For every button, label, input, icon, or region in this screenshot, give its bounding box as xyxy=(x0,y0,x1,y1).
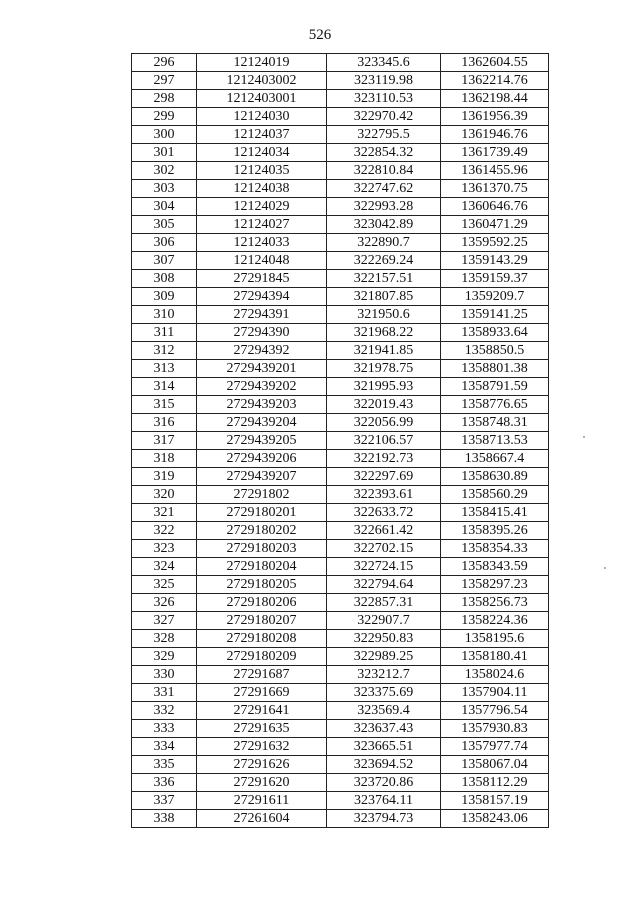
point-id-cell: 12124035 xyxy=(197,162,327,180)
table-row xyxy=(132,198,549,216)
y-coordinate-cell: 1362604.55 xyxy=(441,54,549,72)
y-coordinate-cell: 1358112.29 xyxy=(441,774,549,792)
point-id-cell: 27291845 xyxy=(197,270,327,288)
point-number-cell: 317 xyxy=(132,432,197,450)
point-id-cell: 2729439202 xyxy=(197,378,327,396)
page-number: 526 xyxy=(308,27,332,43)
table-row xyxy=(132,108,549,126)
point-number-cell: 300 xyxy=(132,126,197,144)
y-coordinate-cell: 1361370.75 xyxy=(441,180,549,198)
x-coordinate-cell: 323042.89 xyxy=(327,216,441,234)
table-row xyxy=(132,504,549,522)
table-row xyxy=(132,162,549,180)
point-id-cell: 12124029 xyxy=(197,198,327,216)
point-number-cell: 321 xyxy=(132,504,197,522)
x-coordinate-cell: 322633.72 xyxy=(327,504,441,522)
table-row xyxy=(132,360,549,378)
y-coordinate-cell: 1358395.26 xyxy=(441,522,549,540)
x-coordinate-cell: 323794.73 xyxy=(327,810,441,828)
x-coordinate-cell: 323119.98 xyxy=(327,72,441,90)
table-row xyxy=(132,522,549,540)
point-number-cell: 326 xyxy=(132,594,197,612)
point-number-cell: 334 xyxy=(132,738,197,756)
point-id-cell: 27261604 xyxy=(197,810,327,828)
point-number-cell: 310 xyxy=(132,306,197,324)
point-id-cell: 2729439204 xyxy=(197,414,327,432)
point-number-cell: 298 xyxy=(132,90,197,108)
table-row xyxy=(132,468,549,486)
point-id-cell: 27294391 xyxy=(197,306,327,324)
x-coordinate-cell: 323637.43 xyxy=(327,720,441,738)
point-number-cell: 331 xyxy=(132,684,197,702)
table-row xyxy=(132,54,549,72)
y-coordinate-cell: 1360471.29 xyxy=(441,216,549,234)
y-coordinate-cell: 1361455.96 xyxy=(441,162,549,180)
y-coordinate-cell: 1362214.76 xyxy=(441,72,549,90)
y-coordinate-cell: 1358024.6 xyxy=(441,666,549,684)
point-number-cell: 307 xyxy=(132,252,197,270)
x-coordinate-cell: 322192.73 xyxy=(327,450,441,468)
point-number-cell: 316 xyxy=(132,414,197,432)
table-row xyxy=(132,324,549,342)
point-number-cell: 319 xyxy=(132,468,197,486)
point-number-cell: 323 xyxy=(132,540,197,558)
x-coordinate-cell: 321941.85 xyxy=(327,342,441,360)
y-coordinate-cell: 1361956.39 xyxy=(441,108,549,126)
y-coordinate-cell: 1358243.06 xyxy=(441,810,549,828)
point-number-cell: 325 xyxy=(132,576,197,594)
point-id-cell: 2729180208 xyxy=(197,630,327,648)
scan-speck xyxy=(583,436,585,438)
x-coordinate-cell: 321807.85 xyxy=(327,288,441,306)
point-id-cell: 27291802 xyxy=(197,486,327,504)
x-coordinate-cell: 323764.11 xyxy=(327,792,441,810)
point-number-cell: 336 xyxy=(132,774,197,792)
table-row xyxy=(132,630,549,648)
table-row xyxy=(132,720,549,738)
point-number-cell: 327 xyxy=(132,612,197,630)
x-coordinate-cell: 323212.7 xyxy=(327,666,441,684)
y-coordinate-cell: 1359141.25 xyxy=(441,306,549,324)
point-id-cell: 27291641 xyxy=(197,702,327,720)
point-number-cell: 311 xyxy=(132,324,197,342)
point-number-cell: 297 xyxy=(132,72,197,90)
table-row xyxy=(132,432,549,450)
x-coordinate-cell: 322795.5 xyxy=(327,126,441,144)
table-row xyxy=(132,486,549,504)
table-row xyxy=(132,126,549,144)
point-number-cell: 315 xyxy=(132,396,197,414)
x-coordinate-cell: 322269.24 xyxy=(327,252,441,270)
point-number-cell: 330 xyxy=(132,666,197,684)
y-coordinate-cell: 1358297.23 xyxy=(441,576,549,594)
table-row xyxy=(132,540,549,558)
y-coordinate-cell: 1359159.37 xyxy=(441,270,549,288)
point-id-cell: 12124048 xyxy=(197,252,327,270)
point-id-cell: 2729439203 xyxy=(197,396,327,414)
y-coordinate-cell: 1358195.6 xyxy=(441,630,549,648)
y-coordinate-cell: 1357796.54 xyxy=(441,702,549,720)
x-coordinate-cell: 321968.22 xyxy=(327,324,441,342)
y-coordinate-cell: 1362198.44 xyxy=(441,90,549,108)
x-coordinate-cell: 322019.43 xyxy=(327,396,441,414)
table-row xyxy=(132,738,549,756)
x-coordinate-cell: 322810.84 xyxy=(327,162,441,180)
x-coordinate-cell: 322747.62 xyxy=(327,180,441,198)
point-id-cell: 27291626 xyxy=(197,756,327,774)
point-number-cell: 320 xyxy=(132,486,197,504)
point-number-cell: 305 xyxy=(132,216,197,234)
point-id-cell: 2729439206 xyxy=(197,450,327,468)
point-id-cell: 27291632 xyxy=(197,738,327,756)
x-coordinate-cell: 322157.51 xyxy=(327,270,441,288)
point-number-cell: 306 xyxy=(132,234,197,252)
x-coordinate-cell: 322106.57 xyxy=(327,432,441,450)
point-id-cell: 12124019 xyxy=(197,54,327,72)
point-number-cell: 332 xyxy=(132,702,197,720)
y-coordinate-cell: 1361739.49 xyxy=(441,144,549,162)
x-coordinate-cell: 322056.99 xyxy=(327,414,441,432)
table-row xyxy=(132,216,549,234)
table-row xyxy=(132,810,549,828)
point-id-cell: 27291620 xyxy=(197,774,327,792)
scan-speck xyxy=(604,567,606,569)
table-row xyxy=(132,756,549,774)
table-row xyxy=(132,72,549,90)
y-coordinate-cell: 1358713.53 xyxy=(441,432,549,450)
table-row xyxy=(132,612,549,630)
y-coordinate-cell: 1358776.65 xyxy=(441,396,549,414)
y-coordinate-cell: 1358933.64 xyxy=(441,324,549,342)
point-id-cell: 2729180206 xyxy=(197,594,327,612)
point-number-cell: 329 xyxy=(132,648,197,666)
table-row xyxy=(132,288,549,306)
table-row xyxy=(132,558,549,576)
point-id-cell: 12124037 xyxy=(197,126,327,144)
table-row xyxy=(132,792,549,810)
x-coordinate-cell: 323720.86 xyxy=(327,774,441,792)
point-id-cell: 12124027 xyxy=(197,216,327,234)
y-coordinate-cell: 1358415.41 xyxy=(441,504,549,522)
point-id-cell: 2729439207 xyxy=(197,468,327,486)
x-coordinate-cell: 322993.28 xyxy=(327,198,441,216)
point-id-cell: 2729439205 xyxy=(197,432,327,450)
point-number-cell: 299 xyxy=(132,108,197,126)
x-coordinate-cell: 323694.52 xyxy=(327,756,441,774)
table-row xyxy=(132,666,549,684)
x-coordinate-cell: 321995.93 xyxy=(327,378,441,396)
point-id-cell: 27291687 xyxy=(197,666,327,684)
point-number-cell: 324 xyxy=(132,558,197,576)
point-number-cell: 318 xyxy=(132,450,197,468)
x-coordinate-cell: 322854.32 xyxy=(327,144,441,162)
y-coordinate-cell: 1357930.83 xyxy=(441,720,549,738)
y-coordinate-cell: 1358067.04 xyxy=(441,756,549,774)
table-row xyxy=(132,378,549,396)
table-row xyxy=(132,144,549,162)
y-coordinate-cell: 1358343.59 xyxy=(441,558,549,576)
x-coordinate-cell: 322702.15 xyxy=(327,540,441,558)
y-coordinate-cell: 1358850.5 xyxy=(441,342,549,360)
table-row xyxy=(132,702,549,720)
point-id-cell: 27291611 xyxy=(197,792,327,810)
x-coordinate-cell: 323665.51 xyxy=(327,738,441,756)
point-id-cell: 2729439201 xyxy=(197,360,327,378)
table-row xyxy=(132,648,549,666)
point-id-cell: 12124030 xyxy=(197,108,327,126)
point-number-cell: 309 xyxy=(132,288,197,306)
point-number-cell: 335 xyxy=(132,756,197,774)
point-number-cell: 312 xyxy=(132,342,197,360)
table-row xyxy=(132,234,549,252)
table-row xyxy=(132,342,549,360)
point-id-cell: 27291635 xyxy=(197,720,327,738)
point-number-cell: 302 xyxy=(132,162,197,180)
point-number-cell: 314 xyxy=(132,378,197,396)
table-row xyxy=(132,270,549,288)
x-coordinate-cell: 322794.64 xyxy=(327,576,441,594)
table-row xyxy=(132,252,549,270)
y-coordinate-cell: 1358801.38 xyxy=(441,360,549,378)
x-coordinate-cell: 322724.15 xyxy=(327,558,441,576)
point-id-cell: 1212403002 xyxy=(197,72,327,90)
y-coordinate-cell: 1358256.73 xyxy=(441,594,549,612)
y-coordinate-cell: 1358791.59 xyxy=(441,378,549,396)
y-coordinate-cell: 1358157.19 xyxy=(441,792,549,810)
point-number-cell: 338 xyxy=(132,810,197,828)
point-id-cell: 2729180202 xyxy=(197,522,327,540)
x-coordinate-cell: 321950.6 xyxy=(327,306,441,324)
point-id-cell: 27291669 xyxy=(197,684,327,702)
table-row xyxy=(132,684,549,702)
x-coordinate-cell: 323110.53 xyxy=(327,90,441,108)
y-coordinate-cell: 1359143.29 xyxy=(441,252,549,270)
table-row xyxy=(132,576,549,594)
y-coordinate-cell: 1358667.4 xyxy=(441,450,549,468)
table-row xyxy=(132,450,549,468)
point-id-cell: 2729180207 xyxy=(197,612,327,630)
x-coordinate-cell: 322907.7 xyxy=(327,612,441,630)
point-number-cell: 308 xyxy=(132,270,197,288)
table-row xyxy=(132,306,549,324)
point-id-cell: 2729180209 xyxy=(197,648,327,666)
x-coordinate-cell: 323345.6 xyxy=(327,54,441,72)
x-coordinate-cell: 321978.75 xyxy=(327,360,441,378)
point-id-cell: 27294394 xyxy=(197,288,327,306)
point-number-cell: 337 xyxy=(132,792,197,810)
point-id-cell: 12124038 xyxy=(197,180,327,198)
table-row xyxy=(132,180,549,198)
point-number-cell: 296 xyxy=(132,54,197,72)
point-id-cell: 2729180205 xyxy=(197,576,327,594)
point-number-cell: 328 xyxy=(132,630,197,648)
x-coordinate-cell: 322297.69 xyxy=(327,468,441,486)
y-coordinate-cell: 1357977.74 xyxy=(441,738,549,756)
table-row xyxy=(132,90,549,108)
x-coordinate-cell: 323375.69 xyxy=(327,684,441,702)
coordinates-table-body xyxy=(132,54,549,828)
x-coordinate-cell: 322857.31 xyxy=(327,594,441,612)
point-id-cell: 2729180204 xyxy=(197,558,327,576)
x-coordinate-cell: 322970.42 xyxy=(327,108,441,126)
point-number-cell: 322 xyxy=(132,522,197,540)
point-number-cell: 301 xyxy=(132,144,197,162)
point-id-cell: 2729180203 xyxy=(197,540,327,558)
y-coordinate-cell: 1358180.41 xyxy=(441,648,549,666)
y-coordinate-cell: 1358354.33 xyxy=(441,540,549,558)
y-coordinate-cell: 1358630.89 xyxy=(441,468,549,486)
y-coordinate-cell: 1359209.7 xyxy=(441,288,549,306)
point-id-cell: 27294390 xyxy=(197,324,327,342)
y-coordinate-cell: 1361946.76 xyxy=(441,126,549,144)
y-coordinate-cell: 1357904.11 xyxy=(441,684,549,702)
y-coordinate-cell: 1358560.29 xyxy=(441,486,549,504)
x-coordinate-cell: 322890.7 xyxy=(327,234,441,252)
y-coordinate-cell: 1359592.25 xyxy=(441,234,549,252)
point-id-cell: 2729180201 xyxy=(197,504,327,522)
point-number-cell: 333 xyxy=(132,720,197,738)
x-coordinate-cell: 322989.25 xyxy=(327,648,441,666)
table-row xyxy=(132,396,549,414)
table-row xyxy=(132,594,549,612)
x-coordinate-cell: 322950.83 xyxy=(327,630,441,648)
point-id-cell: 27294392 xyxy=(197,342,327,360)
y-coordinate-cell: 1358224.36 xyxy=(441,612,549,630)
y-coordinate-cell: 1360646.76 xyxy=(441,198,549,216)
point-number-cell: 303 xyxy=(132,180,197,198)
x-coordinate-cell: 322661.42 xyxy=(327,522,441,540)
table-row xyxy=(132,414,549,432)
coordinates-table xyxy=(131,53,549,828)
point-id-cell: 12124033 xyxy=(197,234,327,252)
point-number-cell: 313 xyxy=(132,360,197,378)
x-coordinate-cell: 323569.4 xyxy=(327,702,441,720)
y-coordinate-cell: 1358748.31 xyxy=(441,414,549,432)
table-row xyxy=(132,774,549,792)
x-coordinate-cell: 322393.61 xyxy=(327,486,441,504)
point-id-cell: 12124034 xyxy=(197,144,327,162)
point-number-cell: 304 xyxy=(132,198,197,216)
point-id-cell: 1212403001 xyxy=(197,90,327,108)
